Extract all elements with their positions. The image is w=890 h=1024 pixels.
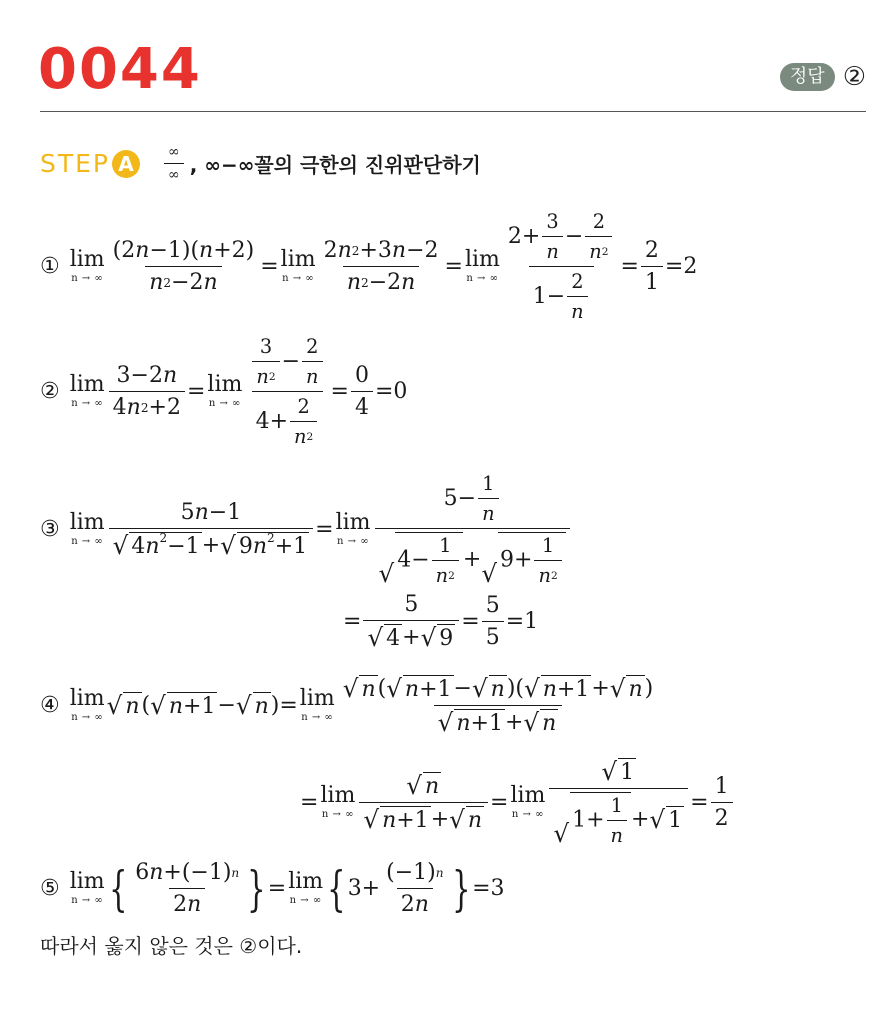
step-label: STEP <box>40 149 111 178</box>
choice-marker-4: ④ <box>40 693 60 718</box>
choice-marker-5: ⑤ <box>40 876 60 901</box>
solution-line-1: ① lim n → ∞ (2 n −1)( n +2) n 2 −2 n = lim n → ∞ 2 n 2 +3 n −2 n 2 −2 n = lim n → ∞ 2+ $\frac{3}{n}$ − 2 n 2 1− $\frac{2}{n}$ = $\frac{2}{1}$ =2 <box>40 210 698 323</box>
solution-line-4: ④ lim n → ∞ √ n ( √ n+1 − √ n )= lim n → ∞ √ n ( √ n+1 − √ n )( √ n+1 + √ n ) √ n+1 + √ n <box>40 674 654 738</box>
solution-line-3-cont: = 5 √ 4 + √ 9 = $\frac{5}{5}$ =1 <box>343 592 539 653</box>
solution-line-2: ② lim n → ∞ 3−2 n 4 n 2 +2 = lim n → ∞ 3 n 2 − $\frac{2}{n}$ 4+ 2 n 2 = $\frac{0}{4}$ =0 <box>40 335 408 448</box>
solution-line-4-cont: = lim n → ∞ √ n √ n+1 + √ n = lim n → ∞ √ 1 √ 1+ $\frac{1}{n}$ + √ 1 = $\frac{1}{2}$ <box>300 758 735 847</box>
solution-line-3: ③ lim n → ∞ 5 n −1 √ $4n^2-1$ + √ $9n^2+1$ = lim n → ∞ 5− $\frac{1}{n}$ √ 4− 1 n 2 + √ 9+ 1 n 2 <box>40 472 572 587</box>
step-inf-fraction: $\frac{\infty}{\infty}$ <box>164 144 184 183</box>
conclusion-text: 따라서 옳지 않은 것은 ②이다. <box>40 934 303 958</box>
choice-marker-3: ③ <box>40 517 60 542</box>
solution-line-5: ⑤ lim n → ∞ { 6 n +(−1) n 2 n } = lim n → ∞ { 3+ (−1) n 2 n } =3 <box>40 860 505 917</box>
problem-number: 0044 <box>38 37 202 102</box>
step-badge: A <box>112 150 140 178</box>
choice-marker-1: ① <box>40 254 60 279</box>
header-divider <box>40 111 866 112</box>
answer-area <box>780 62 866 92</box>
choice-marker-2: ② <box>40 379 60 404</box>
answer-badge: 정답 <box>780 63 835 91</box>
answer-value: ② <box>842 62 866 92</box>
step-title: , ∞−∞꼴의 극한의 진위판단하기 <box>189 153 481 177</box>
step-heading <box>40 144 481 183</box>
